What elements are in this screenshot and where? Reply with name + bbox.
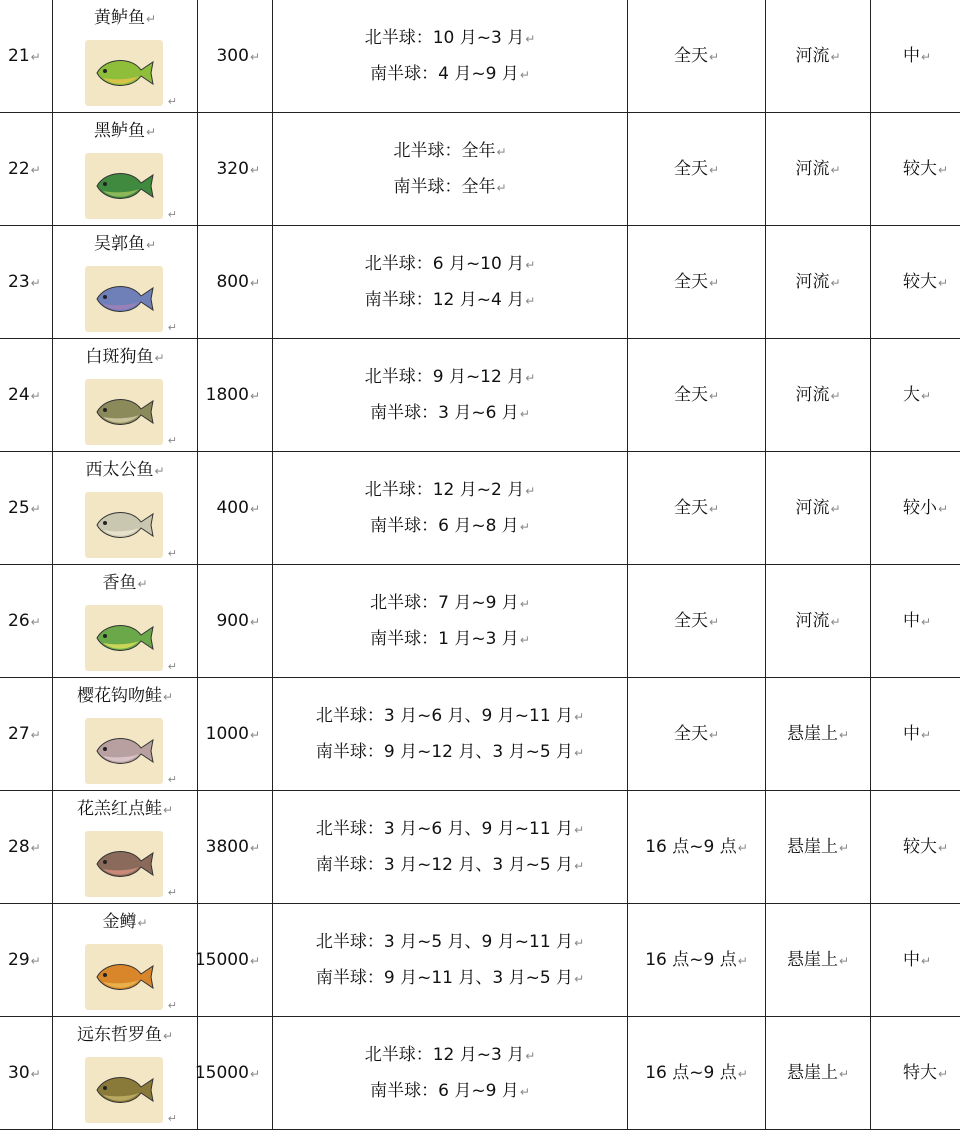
season-cell: 北半球：3 月~6 月、9 月~11 月↵ 南半球：9 月~12 月、3 月~5 月↵ xyxy=(273,678,628,790)
name-cell: 香鱼↵ ↵ xyxy=(53,565,198,677)
fish-image xyxy=(85,40,163,106)
south-season: 南半球：3 月~6 月 xyxy=(370,403,519,423)
size-cell: 较大↵ xyxy=(903,837,949,857)
time-cell: 16 点~9 点↵ xyxy=(628,791,766,903)
number-cell: 29↵ xyxy=(0,904,53,1016)
south-season: 南半球：6 月~9 月 xyxy=(370,1081,519,1101)
north-season: 北半球：7 月~9 月 xyxy=(370,593,519,613)
season-cell: 北半球：12 月~2 月↵ 南半球：6 月~8 月↵ xyxy=(273,452,628,564)
north-season: 北半球：3 月~5 月、9 月~11 月 xyxy=(315,932,574,952)
price-cell: 900↵ xyxy=(198,565,273,677)
fish-icon xyxy=(91,1069,157,1111)
fish-image xyxy=(85,266,163,332)
north-season: 北半球：12 月~3 月 xyxy=(364,1045,525,1065)
season-cell: 北半球：9 月~12 月↵ 南半球：3 月~6 月↵ xyxy=(273,339,628,451)
price-cell: 3800↵ xyxy=(198,791,273,903)
fish-name: 黑鲈鱼 xyxy=(93,121,145,141)
place-cell: 悬崖上↵ xyxy=(766,678,871,790)
table-row xyxy=(0,791,960,904)
north-season: 北半球：全年 xyxy=(393,141,496,161)
number-cell: 26↵ xyxy=(0,565,53,677)
place-cell: 悬崖上↵ xyxy=(766,904,871,1016)
fish-icon xyxy=(91,165,157,207)
season-cell: 北半球：7 月~9 月↵ 南半球：1 月~3 月↵ xyxy=(273,565,628,677)
fish-image xyxy=(85,831,163,897)
price-cell: 800↵ xyxy=(198,226,273,338)
fish-name: 花羔红点鲑 xyxy=(76,799,162,819)
name-cell: 西太公鱼↵ ↵ xyxy=(53,452,198,564)
number-cell: 28↵ xyxy=(0,791,53,903)
fish-name: 黄鲈鱼 xyxy=(93,8,145,28)
price-cell: 1800↵ xyxy=(198,339,273,451)
fish-icon xyxy=(91,617,157,659)
south-season: 南半球：3 月~12 月、3 月~5 月 xyxy=(315,855,574,875)
south-season: 南半球：9 月~12 月、3 月~5 月 xyxy=(315,742,574,762)
south-season: 南半球：全年 xyxy=(393,177,496,197)
season-cell: 北半球：3 月~5 月、9 月~11 月↵ 南半球：9 月~11 月、3 月~5 月↵ xyxy=(273,904,628,1016)
name-cell: 远东哲罗鱼↵ ↵ xyxy=(53,1017,198,1129)
name-cell: 金鳟↵ ↵ xyxy=(53,904,198,1016)
time-cell: 全天↵ xyxy=(628,0,766,112)
north-season: 北半球：9 月~12 月 xyxy=(364,367,525,387)
name-cell: 吴郭鱼↵ ↵ xyxy=(53,226,198,338)
time-cell: 全天↵ xyxy=(628,113,766,225)
name-cell: 白斑狗鱼↵ ↵ xyxy=(53,339,198,451)
number-cell: 22↵ xyxy=(0,113,53,225)
price-cell: 15000↵ xyxy=(198,904,273,1016)
name-cell: 黄鲈鱼↵ ↵ xyxy=(53,0,198,112)
place-cell: 悬崖上↵ xyxy=(766,791,871,903)
fish-name: 香鱼 xyxy=(102,573,137,593)
place-cell: 河流↵ xyxy=(766,452,871,564)
north-season: 北半球：3 月~6 月、9 月~11 月 xyxy=(315,706,574,726)
north-season: 北半球：6 月~10 月 xyxy=(364,254,525,274)
fish-name: 白斑狗鱼 xyxy=(85,347,154,367)
south-season: 南半球：9 月~11 月、3 月~5 月 xyxy=(315,968,574,988)
price-cell: 1000↵ xyxy=(198,678,273,790)
time-cell: 16 点~9 点↵ xyxy=(628,904,766,1016)
time-cell: 16 点~9 点↵ xyxy=(628,1017,766,1129)
north-season: 北半球：10 月~3 月 xyxy=(364,28,525,48)
time-cell: 全天↵ xyxy=(628,339,766,451)
place-cell: 河流↵ xyxy=(766,565,871,677)
time-cell: 全天↵ xyxy=(628,452,766,564)
number-cell: 24↵ xyxy=(0,339,53,451)
size-cell: 中↵ xyxy=(903,950,932,970)
size-cell: 较大↵ xyxy=(903,272,949,292)
fish-name: 西太公鱼 xyxy=(85,460,154,480)
table-row xyxy=(0,1017,960,1130)
size-cell: 中↵ xyxy=(903,724,932,744)
price-cell: 320↵ xyxy=(198,113,273,225)
name-cell: 樱花钩吻鲑↵ ↵ xyxy=(53,678,198,790)
fish-icon xyxy=(91,278,157,320)
fish-image xyxy=(85,718,163,784)
size-cell: 中↵ xyxy=(903,611,932,631)
season-cell: 北半球：10 月~3 月↵ 南半球：4 月~9 月↵ xyxy=(273,0,628,112)
south-season: 南半球：6 月~8 月 xyxy=(370,516,519,536)
south-season: 南半球：12 月~4 月 xyxy=(364,290,525,310)
place-cell: 河流↵ xyxy=(766,339,871,451)
fish-image xyxy=(85,944,163,1010)
place-cell: 河流↵ xyxy=(766,226,871,338)
table-row xyxy=(0,678,960,791)
time-cell: 全天↵ xyxy=(628,565,766,677)
time-cell: 全天↵ xyxy=(628,678,766,790)
size-cell: 较小↵ xyxy=(903,498,949,518)
size-cell: 大↵ xyxy=(903,385,932,405)
fish-image xyxy=(85,153,163,219)
fish-image xyxy=(85,492,163,558)
fish-icon xyxy=(91,956,157,998)
table-row xyxy=(0,565,960,678)
fish-image xyxy=(85,379,163,445)
size-cell: 特大↵ xyxy=(903,1063,949,1083)
fish-name: 金鳟 xyxy=(102,912,137,932)
table-row xyxy=(0,452,960,565)
season-cell: 北半球：3 月~6 月、9 月~11 月↵ 南半球：3 月~12 月、3 月~5 月↵ xyxy=(273,791,628,903)
fish-icon xyxy=(91,391,157,433)
season-cell: 北半球：6 月~10 月↵ 南半球：12 月~4 月↵ xyxy=(273,226,628,338)
table-row xyxy=(0,339,960,452)
north-season: 北半球：3 月~6 月、9 月~11 月 xyxy=(315,819,574,839)
price-cell: 400↵ xyxy=(198,452,273,564)
north-season: 北半球：12 月~2 月 xyxy=(364,480,525,500)
size-cell: 中↵ xyxy=(903,46,932,66)
fish-name: 远东哲罗鱼 xyxy=(76,1025,162,1045)
number-cell: 21↵ xyxy=(0,0,53,112)
south-season: 南半球：1 月~3 月 xyxy=(370,629,519,649)
fish-image xyxy=(85,1057,163,1123)
number-cell: 23↵ xyxy=(0,226,53,338)
fish-icon xyxy=(91,843,157,885)
fish-name: 樱花钩吻鲑 xyxy=(76,686,162,706)
table-row xyxy=(0,0,960,113)
season-cell: 北半球：全年↵ 南半球：全年↵ xyxy=(273,113,628,225)
name-cell: 黑鲈鱼↵ ↵ xyxy=(53,113,198,225)
fish-image xyxy=(85,605,163,671)
table-row xyxy=(0,226,960,339)
time-cell: 全天↵ xyxy=(628,226,766,338)
season-cell: 北半球：12 月~3 月↵ 南半球：6 月~9 月↵ xyxy=(273,1017,628,1129)
fish-icon xyxy=(91,730,157,772)
fish-icon xyxy=(91,504,157,546)
south-season: 南半球：4 月~9 月 xyxy=(370,64,519,84)
size-cell: 较大↵ xyxy=(903,159,949,179)
number-cell: 25↵ xyxy=(0,452,53,564)
table-row xyxy=(0,113,960,226)
fish-icon xyxy=(91,52,157,94)
price-cell: 300↵ xyxy=(198,0,273,112)
name-cell: 花羔红点鲑↵ ↵ xyxy=(53,791,198,903)
table-row xyxy=(0,904,960,1017)
place-cell: 河流↵ xyxy=(766,0,871,112)
place-cell: 悬崖上↵ xyxy=(766,1017,871,1129)
price-cell: 15000↵ xyxy=(198,1017,273,1129)
number-cell: 27↵ xyxy=(0,678,53,790)
number-cell: 30↵ xyxy=(0,1017,53,1129)
place-cell: 河流↵ xyxy=(766,113,871,225)
fish-name: 吴郭鱼 xyxy=(93,234,145,254)
